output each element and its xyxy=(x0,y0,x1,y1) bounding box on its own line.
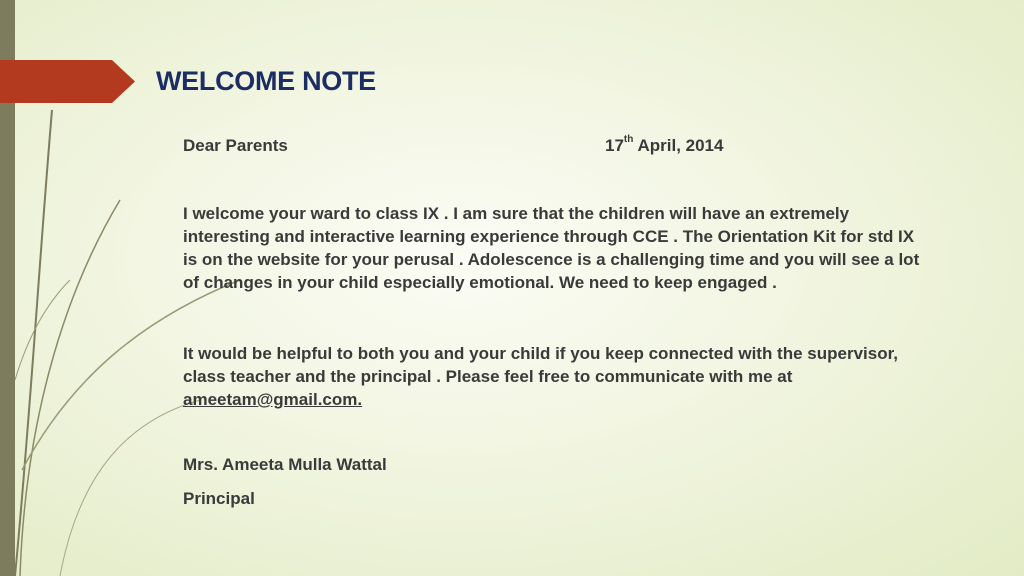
deco-curve-2 xyxy=(20,200,120,576)
letter-body xyxy=(183,134,963,510)
letter-date xyxy=(605,134,723,157)
slide-title: WELCOME NOTE xyxy=(156,66,376,96)
deco-curve-1 xyxy=(15,110,52,576)
greeting: Dear Parents xyxy=(183,136,288,155)
paragraph-contact-text: It would be helpful to both you and your child if you keep connected with the supervisor, class teacher and the principal . Please feel free to communicate with me at xyxy=(183,344,898,386)
date-rest: April, 2014 xyxy=(633,136,724,155)
signature-title: Principal xyxy=(183,489,255,508)
date-day: 17 xyxy=(605,136,624,155)
greeting-row xyxy=(183,134,963,157)
email-link[interactable]: ameetam@gmail.com. xyxy=(183,390,363,409)
title-arrow-shape xyxy=(0,60,135,103)
paragraph-contact xyxy=(183,342,943,411)
date-suffix: th xyxy=(623,134,634,146)
deco-curve-5 xyxy=(60,400,200,576)
signature-name: Mrs. Ameeta Mulla Wattal xyxy=(183,455,387,474)
paragraph-welcome: I welcome your ward to class IX . I am sure that the children will have an extremely interesting and interactive learning experience through CCE . The Orientation Kit for std IX is on the website for your perusal . Adolescence is a challenging time and you will see a lot of changes in your child especially emotional. We need to keep engaged . xyxy=(183,204,920,292)
